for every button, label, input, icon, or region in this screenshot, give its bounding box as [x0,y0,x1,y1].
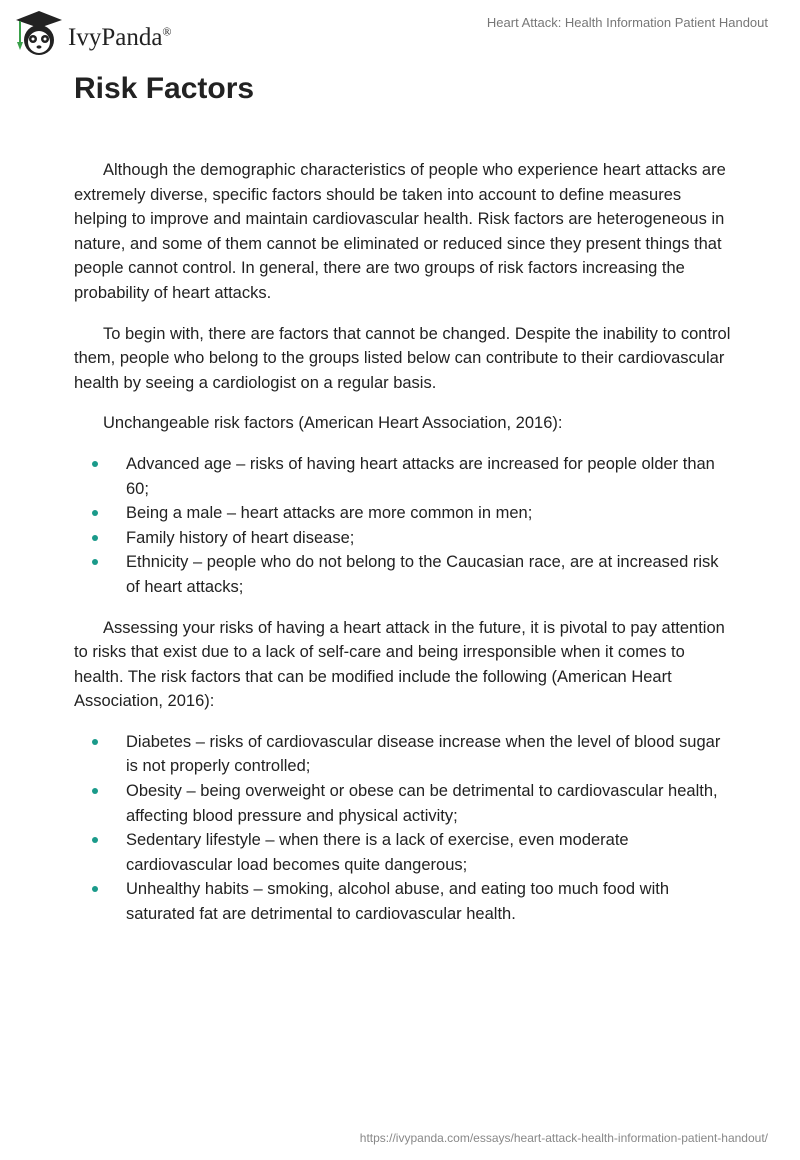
paragraph: Although the demographic characteristics of people who experience heart attacks are extremely diverse, specific factors should be taken into account to define measures helping to improve and maintain cardiovascular health. Risk factors are heterogeneous in nature, and some of them cannot be eliminated or reduced since they present things that people cannot control. In general, there are two groups of risk factors increasing the probability of heart attacks. [74,161,726,302]
bullet-icon [92,535,98,541]
list-item: Advanced age – risks of having heart attacks are increased for people older than 60; [126,452,734,501]
paragraph: To begin with, there are factors that cannot be changed. Despite the inability to control them, people who belong to the groups listed below can contribute to their cardiovascular health by seeing a cardiologist on a regular basis. [74,324,731,392]
unchangeable-risk-list [74,452,734,600]
bullet-icon [92,739,98,745]
paragraph: Assessing your risks of having a heart attack in the future, it is pivotal to pay attention to risks that exist due to a lack of self-care and being irresponsible when it comes to health. The risk factors that can be modified include the following (American Heart Association, 2016): [74,618,725,711]
paragraph: Unchangeable risk factors (American Heart Association, 2016): [103,414,563,433]
list-item: Diabetes – risks of cardiovascular disease increase when the level of blood sugar is not properly controlled; [126,730,734,779]
list-item: Ethnicity – people who do not belong to the Caucasian race, are at increased risk of heart attacks; [126,550,734,599]
panda-logo-icon [12,8,66,58]
list-item: Unhealthy habits – smoking, alcohol abuse, and eating too much food with saturated fat are detrimental to cardiovascular health. [126,877,734,926]
list-item: Sedentary lifestyle – when there is a lack of exercise, even moderate cardiovascular load becomes quite dangerous; [126,828,734,877]
list-item: Family history of heart disease; [126,526,734,551]
article-body [74,158,734,943]
ivypanda-logo[interactable] [12,8,172,58]
page-title: Risk Factors [74,72,255,105]
bullet-icon [92,559,98,565]
bullet-icon [92,510,98,516]
document-title: Heart Attack: Health Information Patient Handout [486,15,768,30]
modifiable-risk-list [74,730,734,927]
list-item: Being a male – heart attacks are more common in men; [126,501,734,526]
registered-mark: ® [162,24,172,39]
list-item: Obesity – being overweight or obese can be detrimental to cardiovascular health, affecting blood pressure and physical activity; [126,779,734,828]
bullet-icon [92,788,98,794]
source-url[interactable]: https://ivypanda.com/essays/heart-attack-health-information-patient-handout/ [359,1131,768,1145]
brand-name: IvyPanda [68,24,163,51]
bullet-icon [92,837,98,843]
bullet-icon [92,461,98,467]
bullet-icon [92,886,98,892]
